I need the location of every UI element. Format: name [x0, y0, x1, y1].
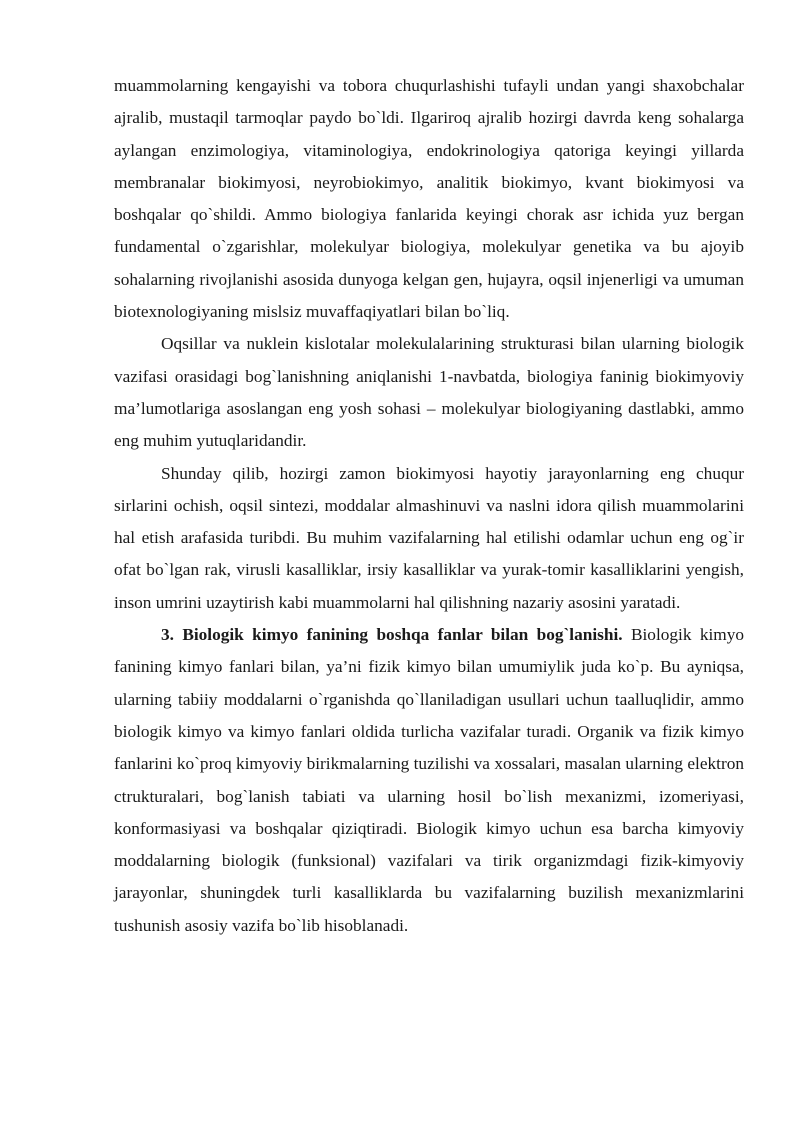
paragraph-modern-biochemistry — [114, 458, 744, 619]
paragraph-text: Biologik kimyo fanining kimyo fanlari bilan, ya’ni fizik kimyo bilan umumiylik juda ko`p. Bu ayniqsa, ularning tabiiy moddalarni o`rganishda qo`llaniladigan usullari uchun taalluqlidir, ammo biologik kimyo va kimyo fanlari oldida turlicha vazifalar turadi. Organik va fizik kimyo fanlarini ko`proq kimyoviy birikmalarning tuzilishi va xossalari, masalan ularning elektron ctrukturalari, bog`lanish tabiati va ularning hosil bo`lish mexanizmi, izomeriyasi, konformasiyasi va boshqalar qiziqtiradi. Biologik kimyo uchun esa barcha kimyoviy moddalarning biologik (funksional) vazifalari va tirik organizmdagi fizik-kimyoviy jarayonlar, shuningdek turli kasalliklarda bu vazifalarning buzilish mexanizmlarini tushunish asosiy vazifa bo`lib hisoblanadi. — [114, 625, 744, 935]
paragraph-section-3 — [114, 619, 744, 942]
paragraph-proteins-nucleic-acids — [114, 328, 744, 457]
paragraph-intro-continued — [114, 70, 744, 328]
document-page — [114, 70, 744, 942]
paragraph-text: muammolarning kengayishi va tobora chuqurlashishi tufayli undan yangi shaxobchalar ajralib, mustaqil tarmoqlar paydo bo`ldi. Ilgariroq ajralib hozirgi davrda keng sohalarga aylangan enzimologiya, vitaminologiya, endokrinologiya qatoriga keyingi yillarda membranalar biokimyosi, neyrobiokimyo, analitik biokimyo, kvant biokimyosi va boshqalar qo`shildi. Ammo biologiya fanlarida keyingi chorak asr ichida yuz bergan fundamental o`zgarishlar, molekulyar biologiya, molekulyar genetika va bu ajoyib sohalarning rivojlanishi asosida dunyoga kelgan gen, hujayra, oqsil injenerligi va umuman biotexnologiyaning mislsiz muvaffaqiyatlari bilan bo`liq. — [114, 76, 744, 322]
section-heading: 3. Biologik kimyo fanining boshqa fanlar bilan bog`lanishi. — [161, 625, 623, 645]
paragraph-text: Oqsillar va nuklein kislotalar molekulalarining strukturasi bilan ularning biologik vazifasi orasidagi bog`lanishning aniqlanishi 1-navbatda, biologiya faninig biokimyoviy ma’lumotlariga asoslangan eng yosh sohasi – molekulyar biologiyaning dastlabki, ammo eng muhim yutuqlaridandir. — [114, 334, 744, 451]
paragraph-text: Shunday qilib, hozirgi zamon biokimyosi hayotiy jarayonlarning eng chuqur sirlarini ochish, oqsil sintezi, moddalar almashinuvi va naslni idora qilish muammolarini hal etish arafasida turibdi. Bu muhim vazifalarning hal etilishi odamlar uchun eng og`ir ofat bo`lgan rak, virusli kasalliklar, irsiy kasalliklar va yurak-tomir kasalliklarini yengish, inson umrini uzaytirish kabi muammolarni hal qilishning nazariy asosini yaratadi. — [114, 463, 744, 612]
